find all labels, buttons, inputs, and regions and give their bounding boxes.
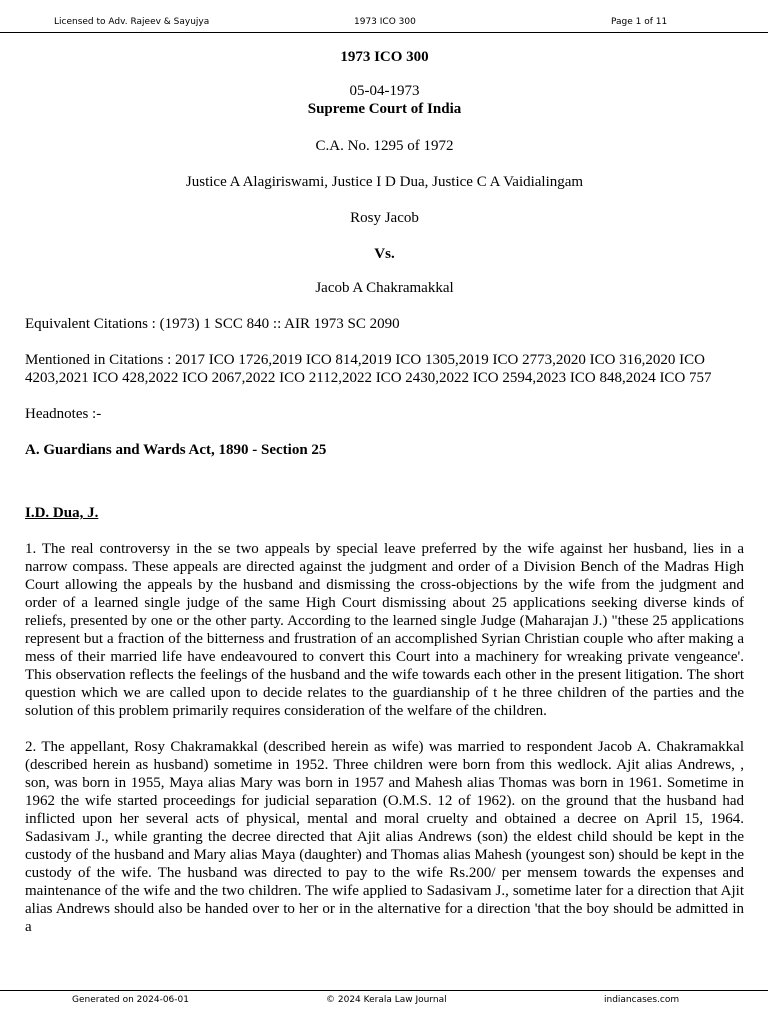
site-name: indiancases.com — [604, 995, 680, 1005]
paragraph-1: 1. The real controversy in the se two appeals by special leave preferred by the wife against her husband, lies in a narrow compass. These appeals are directed against the judgment and order of a Division Bench of the Madras High Court allowing the appeals by the husband and dismissing the cross-objections by the wife from the judgment and order of a learned single judge of the same High Court dismissing about 25 applications seeking diverse kinds of reliefs, presented by one or the other party. According to the learned single Judge (Maharajan J.) "these 25 applications represent but a fraction of the bitterness and frustration of an accomplished Syrian Christian couple who after making a mess of their married life have endeavoured to convert this Court into a machinery for wreaking private vengeance'. This observation reflects the feelings of the husband and the wife towards each other in the present litigation. The short question which we are called upon to decide relates to the guardianship of t he three children of the parties and the solution of this problem primarily requires consideration of the welfare of the children. — [25, 541, 744, 719]
judgment-date: 05-04-1973 — [349, 83, 420, 99]
court-name: Supreme Court of India — [307, 101, 462, 117]
mentioned-citations: Mentioned in Citations : 2017 ICO 1726,2019 ICO 814,2019 ICO 1305,2019 ICO 2773,2020 ICO 316,2020 ICO 4203,2021 ICO 428,2022 ICO 2067,2022 ICO 2112,2022 ICO 2430,2022 ICO 2594,2023 ICO 848,2024 ICO 757 — [25, 352, 712, 386]
paragraph-2: 2. The appellant, Rosy Chakramakkal (described herein as wife) was married to respondent Jacob A. Chakramakkal (described herein as husband) sometime in 1952. Three children were born from this wedlock. Ajit alias Andrews, , son, was born in 1955, Maya alias Mary was born in 1957 and Mahesh alias Thomas was born in 1961. Sometime in 1962 the wife started proceedings for judicial separation (O.M.S. 12 of 1962). on the ground that the husband had inflicted upon her several acts of physical, mental and moral cruelty and obtained a decree on April 15, 1964. Sadasivam J., while granting the decree directed that Ajit alias Andrews (son) the eldest child should be kept in the custody of the husband and Mary alias Maya (daughter) and Thomas alias Mahesh (youngest son) should be kept in the custody of the wife. The husband was directed to pay to the wife Rs.200/ per mensem towards the expenses and maintenance of the wife and the two children. The wife applied to Sadasivam J., sometime later for a direction that Ajit alias Andrews should also be handed over to her or in the alternative for a direction 'that the boy should be admitted in a — [25, 739, 744, 935]
headnote-a: A. Guardians and Wards Act, 1890 - Section 25 — [25, 442, 327, 458]
appellant-name: Rosy Jacob — [350, 210, 419, 226]
header-divider — [0, 32, 768, 33]
equivalent-citations: Equivalent Citations : (1973) 1 SCC 840 :: AIR 1973 SC 2090 — [25, 316, 400, 332]
judgment-author: I.D. Dua, J. — [25, 505, 99, 521]
copyright-text: © 2024 Kerala Law Journal — [326, 995, 447, 1005]
respondent-name: Jacob A Chakramakkal — [315, 280, 454, 296]
license-text: Licensed to Adv. Rajeev & Sayujya — [54, 17, 210, 27]
document-body — [25, 46, 744, 936]
page-header — [0, 0, 768, 34]
footer-divider — [0, 990, 768, 991]
generated-date: Generated on 2024-06-01 — [72, 995, 189, 1005]
versus-label: Vs. — [374, 246, 395, 262]
page-number: Page 1 of 11 — [611, 17, 668, 27]
bench-judges: Justice A Alagiriswami, Justice I D Dua, Justice C A Vaidialingam — [185, 174, 584, 190]
header-citation: 1973 ICO 300 — [354, 17, 416, 27]
page-footer — [0, 993, 768, 1013]
case-number: C.A. No. 1295 of 1972 — [315, 138, 454, 154]
document-title: 1973 ICO 300 — [340, 49, 429, 65]
headnotes-label: Headnotes :- — [25, 406, 102, 422]
